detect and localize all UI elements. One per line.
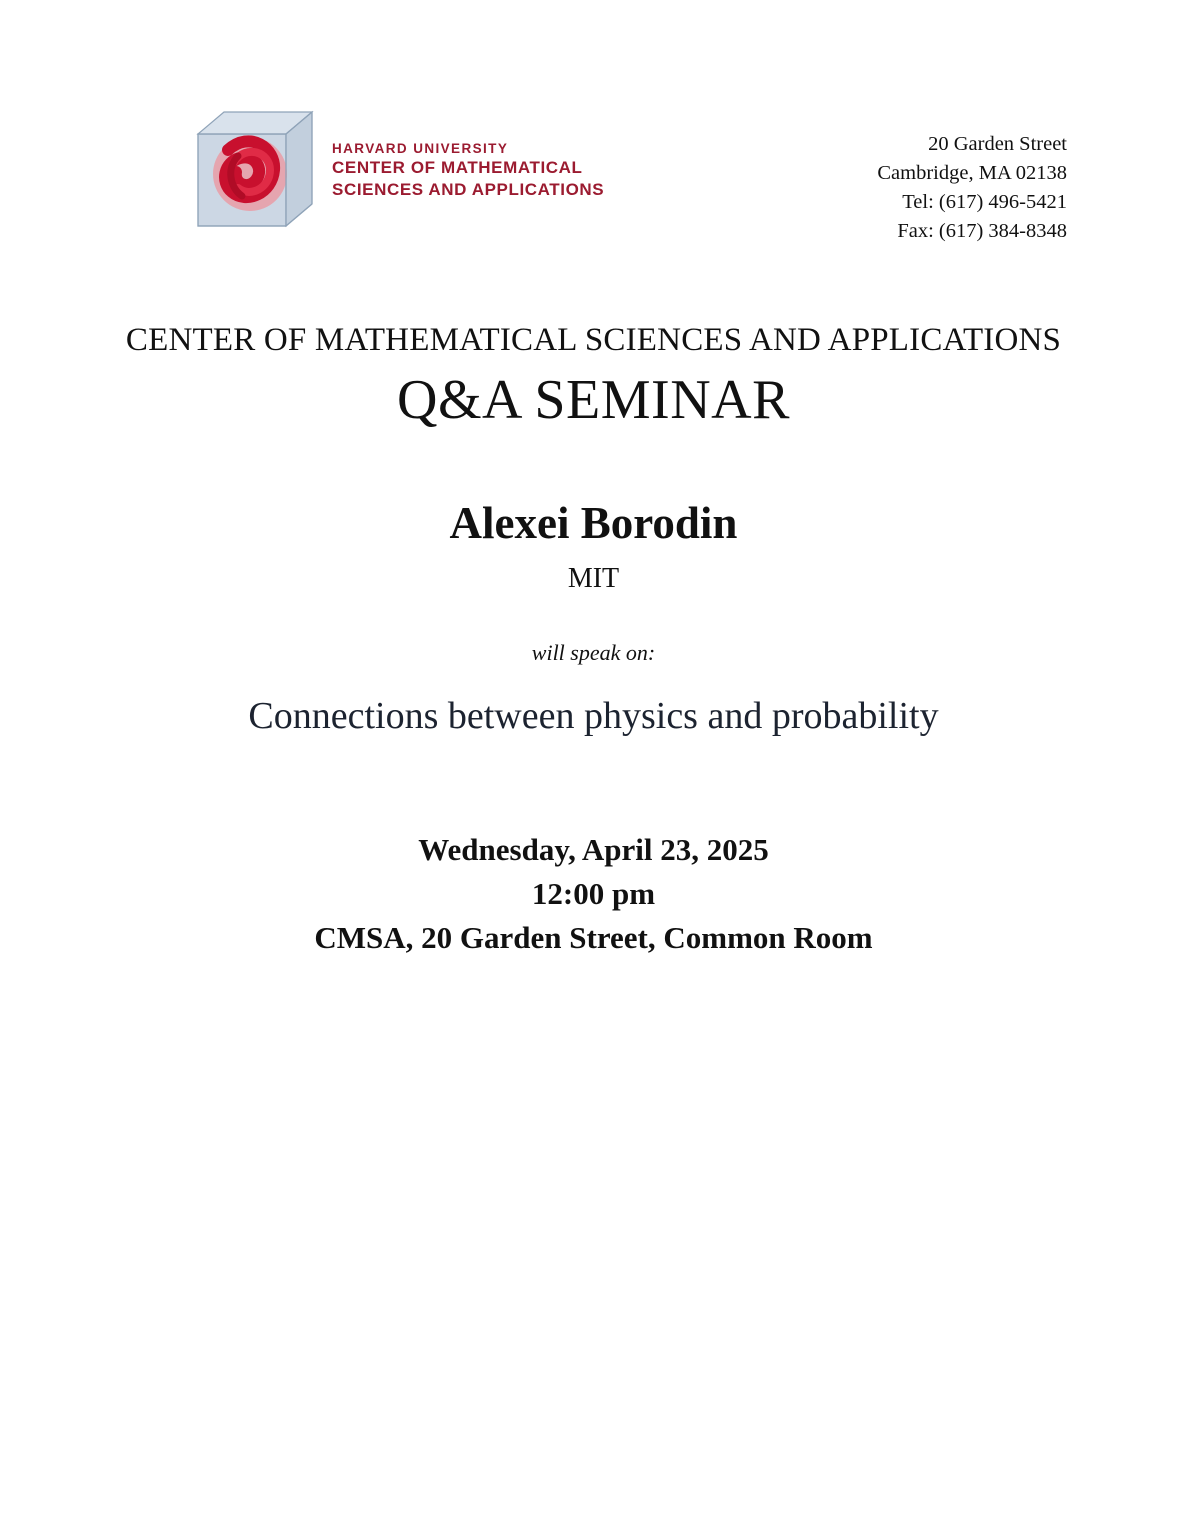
address-tel: Tel: (617) 496-5421 bbox=[902, 191, 1067, 214]
seminar-title: Q&A SEMINAR bbox=[397, 369, 790, 431]
will-speak-on-label: will speak on: bbox=[531, 640, 656, 665]
cmsa-logo-icon bbox=[190, 100, 322, 240]
address-fax: Fax: (617) 384-8348 bbox=[897, 220, 1067, 243]
talk-title: Connections between physics and probability bbox=[248, 695, 939, 737]
event-time: 12:00 pm bbox=[531, 876, 656, 912]
letterhead bbox=[0, 100, 1187, 260]
speaker-name: Alexei Borodin bbox=[449, 498, 738, 548]
logo-line-sciences: SCIENCES AND APPLICATIONS bbox=[332, 179, 605, 199]
logo-block bbox=[190, 100, 604, 240]
speaker-affiliation: MIT bbox=[567, 563, 620, 594]
logo-line-center: CENTER OF MATHEMATICAL bbox=[332, 157, 583, 177]
address-block bbox=[877, 130, 1067, 246]
event-date: Wednesday, April 23, 2025 bbox=[418, 832, 769, 867]
logo-wordmark bbox=[332, 140, 604, 201]
address-street: 20 Garden Street bbox=[928, 133, 1067, 155]
event-location: CMSA, 20 Garden Street, Common Room bbox=[314, 920, 873, 956]
logo-line-university: HARVARD UNIVERSITY bbox=[332, 140, 509, 156]
center-name: CENTER OF MATHEMATICAL SCIENCES AND APPLICATIONS bbox=[125, 322, 1062, 358]
address-city: Cambridge, MA 02138 bbox=[877, 162, 1067, 185]
event-details bbox=[0, 828, 1187, 960]
